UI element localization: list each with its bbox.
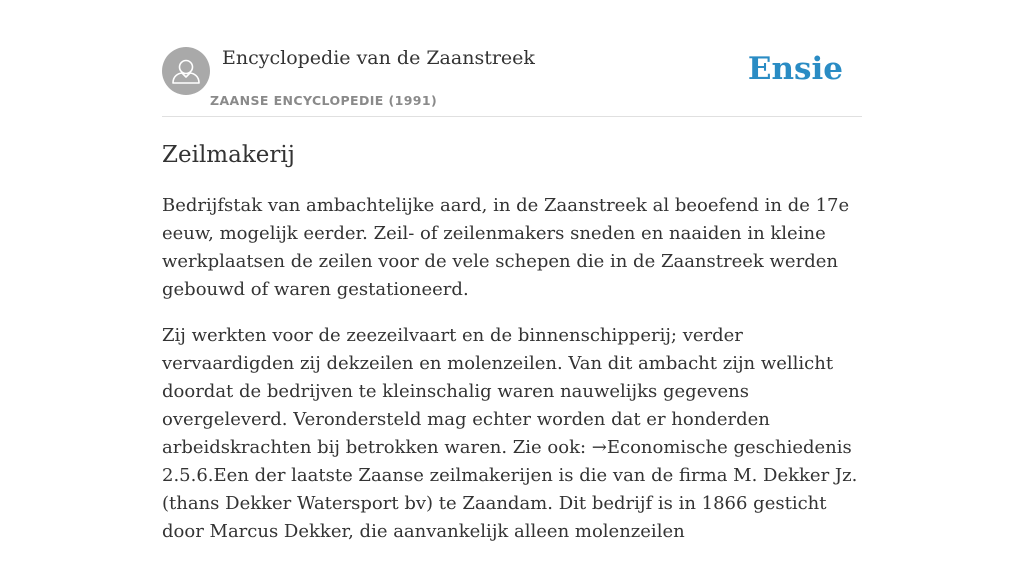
user-silhouette-icon xyxy=(162,47,210,95)
cross-reference-link[interactable]: →Economische geschiedenis 2.5.6. xyxy=(162,437,852,486)
page xyxy=(162,0,862,542)
source-header xyxy=(162,0,862,117)
source-title[interactable]: Encyclopedie van de Zaanstreek xyxy=(222,47,535,69)
source-subtitle[interactable]: ZAANSE ENCYCLOPEDIE (1991) xyxy=(210,93,438,108)
brand-logo[interactable]: Ensie xyxy=(747,51,843,87)
article-body xyxy=(162,192,862,564)
paragraph-2-end: Een der laatste Zaanse zeilmakerijen is die van de firma M. Dekker Jz. (thans Dekker Watersport bv) te Zaandam. Dit bedrijf is in 1866 gesticht door Marcus Dekker, die aanvankelijk alleen molenzeilen xyxy=(162,465,858,542)
article-title: Zeilmakerij xyxy=(162,142,295,168)
avatar xyxy=(162,47,210,95)
paragraph-2-start: Zij werkten voor de zeezeilvaart en de binnenschipperij; verder vervaardigden zij dekzeilen en molenzeilen. Van dit ambacht zijn wellicht doordat de bedrijven te kleinschalig waren nauwelijks gegevens overgeleverd. Verondersteld mag echter worden dat er honderden arbeidskrachten bij betrokken waren. Zie ook: xyxy=(162,325,834,458)
paragraph-2 xyxy=(162,322,862,546)
paragraph-1: Bedrijfstak van ambachtelijke aard, in de Zaanstreek al beoefend in de 17e eeuw, mogelijk eerder. Zeil- of zeilenmakers sneden en naaiden in kleine werkplaatsen de zeilen voor de vele schepen die in de Zaanstreek werden gebouwd of waren gestationeerd. xyxy=(162,195,850,300)
